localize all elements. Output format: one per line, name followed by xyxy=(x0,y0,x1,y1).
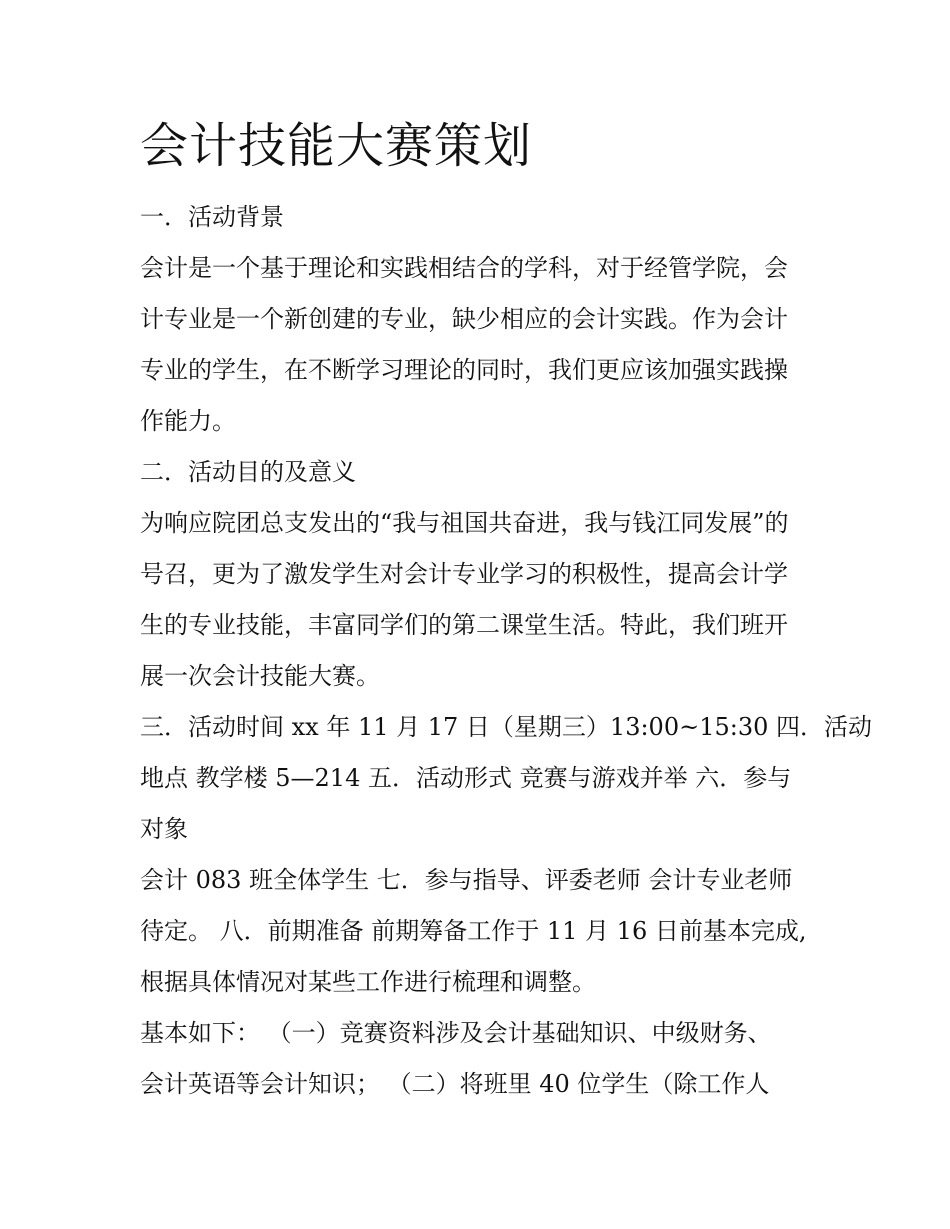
body-line: 根据具体情况对某些工作进行梳理和调整。 xyxy=(140,968,596,996)
body-line: 基本如下： （一）竞赛资料涉及会计基础知识、中级财务、 xyxy=(140,1019,772,1047)
body-line: 号召，更为了激发学生对会计专业学习的积极性，提高会计学 xyxy=(140,560,788,588)
body-line: 展一次会计技能大赛。 xyxy=(140,662,380,690)
section-heading-background: 一．活动背景 xyxy=(140,203,284,231)
body-line: 三．活动时间 xx 年 11 月 17 日（星期三）13:00~15:30 四．活动 xyxy=(140,713,872,741)
document-page xyxy=(140,110,872,1110)
body-line: 地点 教学楼 5—214 五．活动形式 竞赛与游戏并举 六．参与 xyxy=(140,764,792,792)
section-heading-purpose: 二．活动目的及意义 xyxy=(140,458,356,486)
body-line: 专业的学生，在不断学习理论的同时，我们更应该加强实践操 xyxy=(140,356,788,384)
body-line: 对象 xyxy=(140,815,188,843)
document-body xyxy=(140,192,872,1110)
body-line: 会计是一个基于理论和实践相结合的学科，对于经管学院，会 xyxy=(140,254,788,282)
document-title: 会计技能大赛策划 xyxy=(140,118,533,174)
body-line: 作能力。 xyxy=(140,407,236,435)
body-line: 会计英语等会计知识； （二）将班里 40 位学生（除工作人 xyxy=(140,1070,770,1098)
body-line: 待定。 八．前期准备 前期筹备工作于 11 月 16 日前基本完成, xyxy=(140,917,807,945)
body-line: 会计 083 班全体学生 七．参与指导、评委老师 会计专业老师 xyxy=(140,866,793,894)
body-line: 计专业是一个新创建的专业，缺少相应的会计实践。作为会计 xyxy=(140,305,788,333)
body-line: 为响应院团总支发出的“我与祖国共奋进，我与钱江同发展”的 xyxy=(140,509,789,537)
body-line: 生的专业技能，丰富同学们的第二课堂生活。特此，我们班开 xyxy=(140,611,788,639)
